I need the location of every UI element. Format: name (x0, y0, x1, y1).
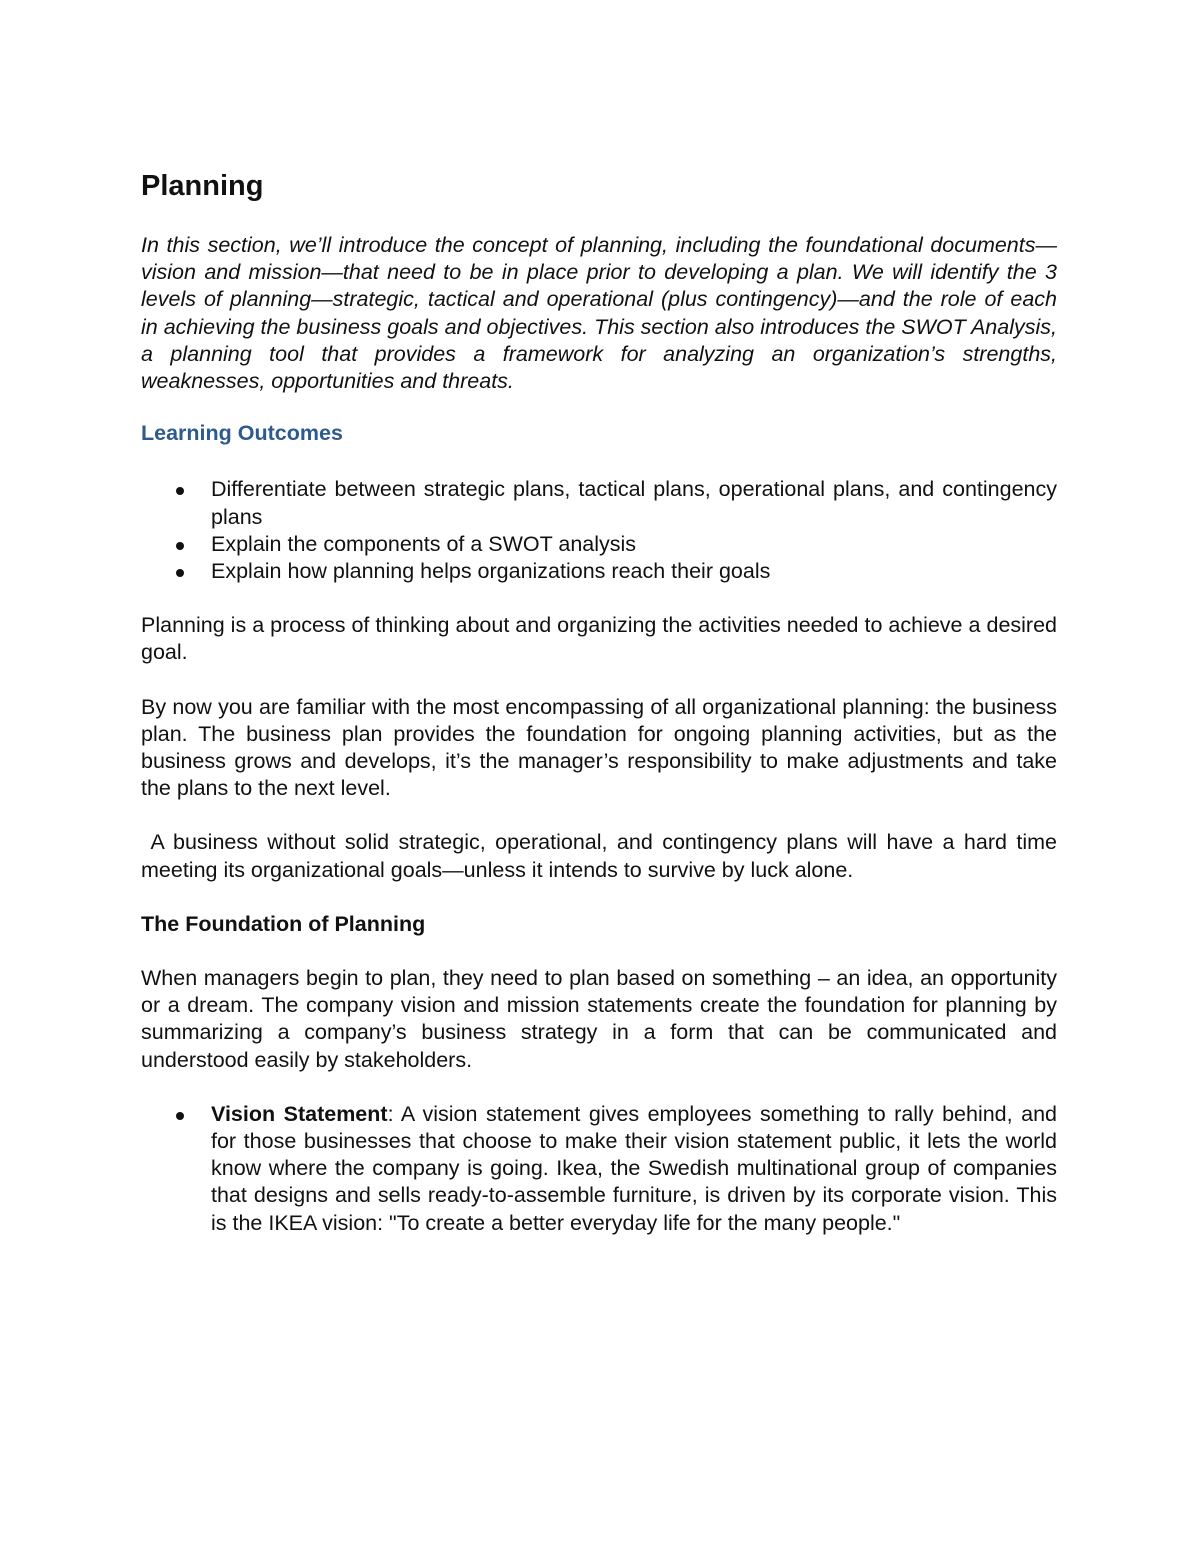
bullet-icon (176, 542, 184, 550)
list-item-text: Differentiate between strategic plans, tactical plans, operational plans, and contingency plans (211, 477, 1057, 529)
list-item (141, 1101, 1057, 1237)
bullet-icon (176, 487, 184, 495)
learning-outcomes-list (141, 476, 1057, 585)
vision-statement-term: Vision Statement (211, 1101, 388, 1126)
foundation-list (141, 1101, 1057, 1237)
bullet-icon (176, 569, 184, 577)
list-item (141, 558, 1057, 585)
bullet-icon (176, 1112, 184, 1120)
list-item-text: Explain the components of a SWOT analysis (211, 531, 637, 556)
page-title: Planning (141, 170, 264, 202)
foundation-heading: The Foundation of Planning (141, 911, 426, 936)
list-item (141, 531, 1057, 558)
list-item (141, 476, 1057, 530)
learning-outcomes-heading: Learning Outcomes (141, 421, 343, 446)
intro-paragraph: In this section, we’ll introduce the concept of planning, including the foundational documents—vision and mission—that need to be in place prior to developing a plan. We will identify the 3 levels of planning—strategic, tactical and operational (plus contingency)—and the role of each in achieving the business goals and objectives. This section also introduces the SWOT Analysis, a planning tool that provides a framework for analyzing an organization’s strengths, weaknesses, opportunities and threats. (141, 233, 1057, 394)
body-paragraph: A business without solid strategic, operational, and contingency plans will have a hard time meeting its organizational goals—unless it intends to survive by luck alone. (141, 830, 1063, 882)
foundation-paragraph: When managers begin to plan, they need to plan based on something – an idea, an opportunity or a dream. The company vision and mission statements create the foundation for planning by summarizing a company’s business strategy in a form that can be communicated and understood easily by stakeholders. (141, 966, 1057, 1072)
body-paragraph: Planning is a process of thinking about and organizing the activities needed to achieve a desired goal. (141, 613, 1057, 665)
vision-statement-text: : A vision statement gives employees something to rally behind, and for those businesses that choose to make their vision statement public, it lets the world know where the company is going. Ikea, the Swedish multinational group of companies that designs and sells ready-to-assemble furniture, is driven by its corporate vision. This is the IKEA vision: "To create a better everyday life for the many people." (211, 1101, 1057, 1235)
list-item-text: Explain how planning helps organizations reach their goals (211, 559, 771, 584)
document-page (141, 168, 1063, 1264)
body-paragraph: By now you are familiar with the most encompassing of all organizational planning: the business plan. The business plan provides the foundation for ongoing planning activities, but as the business grows and develops, it’s the manager’s responsibility to make adjustments and take the plans to the next level. (141, 694, 1057, 801)
